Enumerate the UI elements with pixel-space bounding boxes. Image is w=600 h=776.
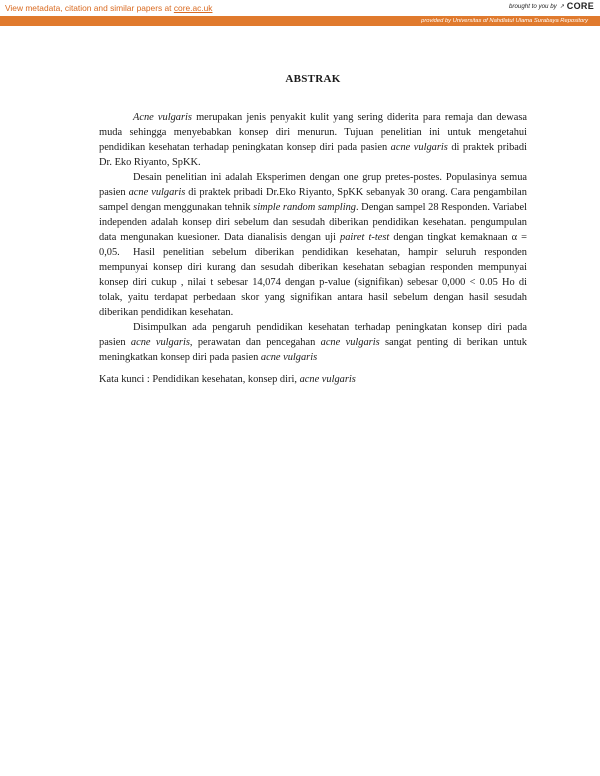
core-logo-label: CORE: [566, 1, 594, 11]
brought-by: [509, 1, 594, 11]
term: pairet t-test: [340, 232, 390, 243]
metadata-notice: [5, 3, 212, 13]
repository-text: provided by Universitas of Nahdlatul Ulama Surabaya Repository: [421, 18, 588, 24]
repository-banner: [0, 16, 600, 26]
metadata-text: View metadata, citation and similar papers at: [5, 3, 174, 13]
text: , perawatan dan pencegahan: [189, 337, 321, 348]
abstract-paragraph-4: [99, 320, 527, 365]
term: acne vulgaris: [320, 337, 380, 348]
abstract-paragraph-1: [99, 110, 527, 170]
abstract-paragraph-3: [99, 245, 527, 320]
term: simple random sampling: [253, 202, 356, 213]
term: acne vulgaris: [130, 337, 190, 348]
text: Desain penelitian ini adalah Eksperimen dengan one grup pretes-postes. Populasinya semua pasien: [99, 172, 527, 198]
text: di praktek pribadi Dr. Eko Riyanto, SpKK.: [99, 142, 527, 168]
text: sangat penting di berikan untuk meningkatkan konsep diri pada pasien: [99, 337, 527, 363]
core-header: [0, 0, 600, 16]
text: Hasil penelitian sebelum diberikan pendidikan kesehatan, hampir seluruh responden mempunyai konsep diri kurang dan sesudah diberikan kesehatan sebagian responden mempunyai konsep diri cukup , nilai t sebesar 14,074 dengan p-value (signifikan) sebesar 0,000 < 0.05 Ho di tolak, yaitu terdapat perbedaan skor yang signifikan antara hasil sebelum dengan hasil sesudah diberikan pendidikan kesehatan.: [99, 247, 527, 318]
term: acne vulgaris: [128, 187, 186, 198]
term: acne vulgaris: [260, 352, 318, 363]
term: acne vulgaris: [390, 142, 448, 153]
term: Acne vulgaris: [133, 112, 192, 123]
core-logo[interactable]: [560, 1, 594, 11]
page-title: ABSTRAK: [285, 73, 341, 85]
text: merupakan jenis penyakit kulit yang sering diderita para remaja dan dewasa muda sehingga menyebabkan konsep diri menurun. Tujuan penelitian ini untuk mengetahui pendidikan kesehatan terhadap peningkatan konsep diri pada pasien: [99, 112, 527, 153]
keywords-line: [99, 372, 527, 387]
core-logo-icon: ↗: [559, 3, 565, 10]
text: . Dengan sampel 28 Responden. Variabel independen adalah konsep diri sebelum dan sesudah diberikan pendidikan kesehatan. pengumpulan data mengunakan kuesioner. Data dianalisis dengan uji: [99, 202, 527, 243]
brought-by-text: brought to you by: [508, 2, 557, 10]
keywords-label: Kata kunci : Pendidikan kesehatan, konsep diri,: [99, 374, 300, 385]
core-link[interactable]: core.ac.uk: [173, 3, 213, 13]
keyword-term: acne vulgaris: [299, 374, 356, 385]
text: dengan tingkat kemaknaan α = 0,05.: [99, 232, 527, 258]
text: Disimpulkan ada pengaruh pendidikan kesehatan terhadap peningkatan konsep diri pada pasien: [99, 322, 527, 348]
text: di praktek pribadi Dr.Eko Riyanto, SpKK sebanyak 30 orang. Cara pengambilan sampel dengan menggunakan tehnik: [99, 187, 527, 213]
